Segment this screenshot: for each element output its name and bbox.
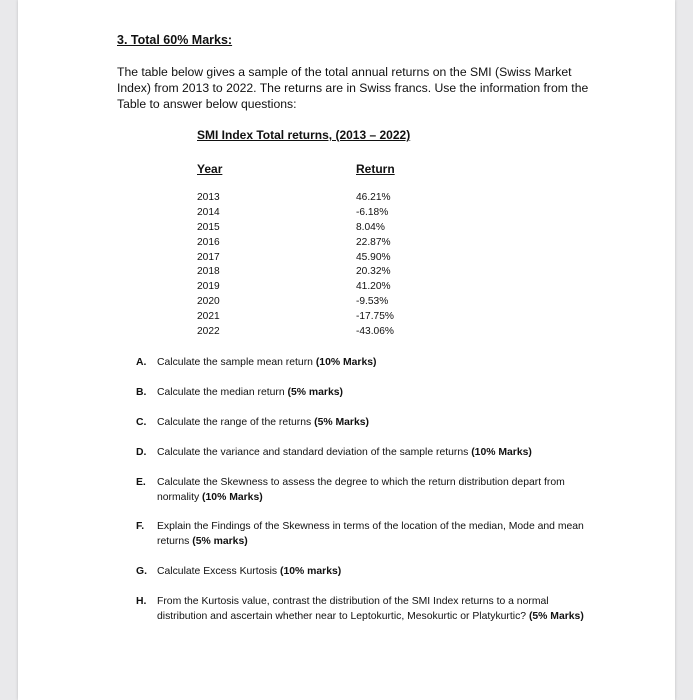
question-letter: H. [136, 596, 147, 607]
question-letter: D. [136, 447, 147, 458]
return-cell: 20.32% [356, 266, 391, 278]
question-marks: (5% marks) [287, 387, 343, 398]
question-text: Calculate the variance and standard deviation of the sample returns [157, 447, 472, 458]
table-row [197, 281, 427, 296]
year-cell: 2014 [197, 206, 220, 218]
year-cell: 2019 [197, 281, 220, 293]
return-cell: 45.90% [356, 251, 391, 263]
year-column-header: Year [197, 162, 223, 176]
table-row [197, 207, 427, 222]
table-row [197, 296, 427, 311]
question-marks: (10% Marks) [471, 447, 532, 458]
year-cell: 2016 [197, 236, 220, 248]
question-letter: F. [136, 521, 145, 532]
question-marks: (10% Marks) [202, 492, 263, 503]
year-cell: 2015 [197, 221, 220, 233]
table-row [197, 192, 427, 207]
question-letter: E. [136, 477, 146, 488]
year-cell: 2022 [197, 326, 220, 338]
return-cell: -17.75% [356, 311, 394, 323]
year-cell: 2013 [197, 192, 220, 203]
table-row [197, 252, 427, 267]
question-marks: (5% marks) [192, 536, 248, 547]
table-row [197, 311, 427, 326]
return-cell: 8.04% [356, 221, 385, 233]
question-text: From the Kurtosis value, contrast the distribution of the SMI Index returns to a normal distribution and ascertain whether near to Leptokurtic, Mesokurtic or Platykurtic? [157, 596, 549, 622]
return-column-header: Return [356, 162, 395, 176]
return-cell: 46.21% [356, 192, 391, 203]
question-text: Calculate the sample mean return [157, 357, 316, 368]
year-cell: 2021 [197, 311, 220, 323]
return-cell: 41.20% [356, 281, 391, 293]
return-cell: -6.18% [356, 206, 389, 218]
question-marks: (10% marks) [280, 566, 342, 577]
return-cell: -9.53% [356, 296, 389, 308]
question-text: Calculate the Skewness to assess the degree to which the return distribution depart from normality [157, 477, 565, 503]
question-letter: B. [136, 387, 147, 398]
table-title: SMI Index Total returns, (2013 – 2022) [197, 128, 411, 142]
question-marks: (5% Marks) [314, 417, 369, 428]
question-text: Calculate Excess Kurtosis [157, 566, 281, 577]
year-cell: 2020 [197, 296, 220, 308]
year-cell: 2017 [197, 251, 220, 263]
question-text: Calculate the median return [157, 387, 288, 398]
returns-table [197, 192, 427, 341]
year-cell: 2018 [197, 266, 220, 278]
table-row [197, 222, 427, 237]
return-cell: 22.87% [356, 236, 391, 248]
intro-paragraph: The table below gives a sample of the total annual returns on the SMI (Swiss Market Index) from 2013 to 2022. The returns are in Swiss francs. Use the information from the Table to answer below questions: [117, 65, 589, 111]
question-letter: C. [136, 417, 147, 428]
question-marks: (10% Marks) [315, 357, 377, 368]
section-heading: 3. Total 60% Marks: [117, 33, 233, 47]
document-page [18, 0, 675, 700]
table-row [197, 237, 427, 252]
table-row [197, 266, 427, 281]
question-letter: A. [136, 357, 147, 368]
question-text: Calculate the range of the returns [157, 417, 315, 428]
table-row [197, 326, 427, 341]
question-letter: G. [136, 566, 147, 577]
return-cell: -43.06% [356, 326, 394, 338]
question-text: Explain the Findings of the Skewness in terms of the location of the median, Mode and mean returns [157, 521, 584, 547]
question-marks: (5% Marks) [528, 611, 584, 622]
